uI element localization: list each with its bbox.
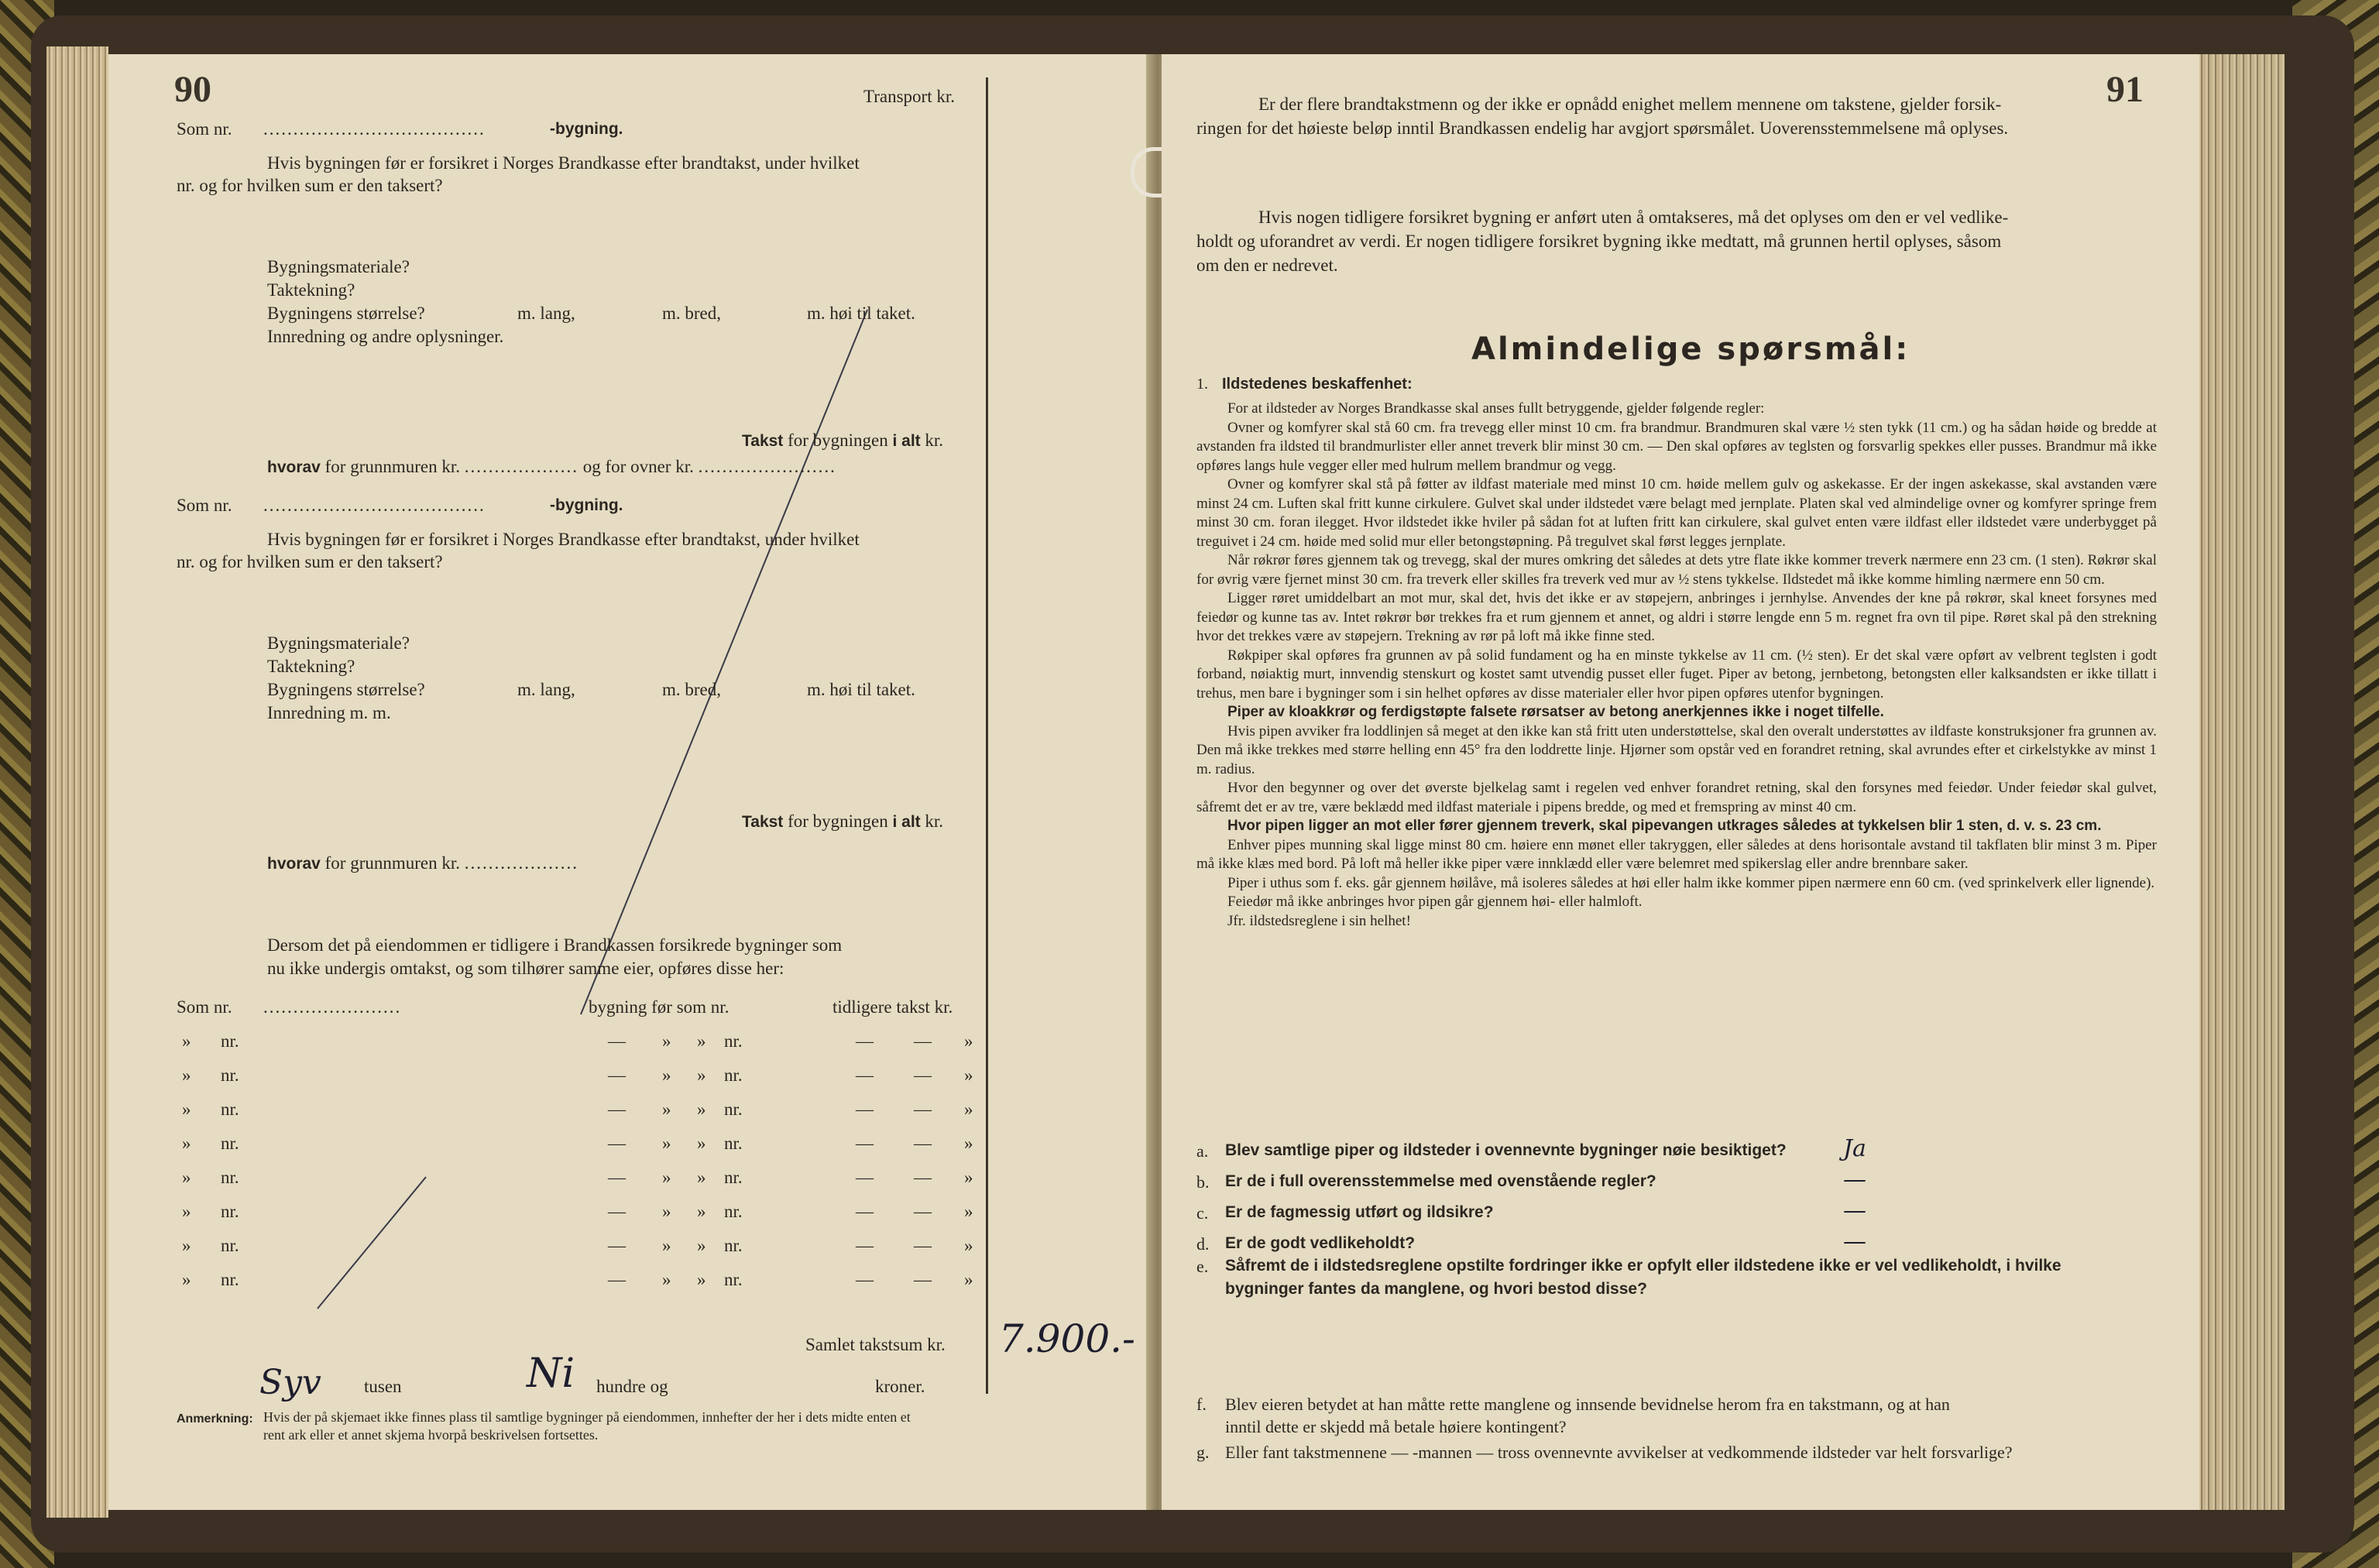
rule-paragraph: Ovner og komfyrer skal stå 60 cm. fra trevegg eller minst 10 cm. fra brandmur. Brandmuren skal være ½ sten tykk (11 cm.) og ha sådan høide og bredde at avstanden fra ildsted til brandmurlister eller annet treverk blir minst 30 cm. — Den skal opføres av teglsten og forsvarlig spekkes eller pusses. Brandmur må ikke opføres langs hule vegger eller med hulrum mellem brandmur og vegg. (1196, 419, 2157, 474)
som-nr-label: Som nr. (177, 119, 232, 139)
question-e-label: e. (1196, 1257, 1209, 1276)
row-prefix: » (182, 1168, 191, 1187)
row-dash: — (856, 1202, 874, 1221)
grunnmuren-label: for grunnmuren kr. (324, 457, 461, 476)
row-dash: — (608, 1031, 626, 1051)
row-quote: » (662, 1065, 671, 1085)
rule-paragraph: Jfr. ildstedsreglene i sin helhet! (1227, 912, 1411, 929)
row-dash: — (608, 1202, 626, 1221)
row-nr: nr. (221, 1270, 239, 1289)
dersom-line-2: nu ikke undergis omtakst, og som tilhører samme eier, opføres disse her: (267, 959, 784, 978)
row-nr: nr. (221, 1236, 239, 1255)
hvis-line-2b: nr. og for hvilken sum er den taksert? (177, 552, 443, 571)
takst-line-1 (742, 431, 943, 451)
question-label: b. (1196, 1172, 1210, 1192)
row-nr: nr. (724, 1202, 743, 1221)
taktekning-label-2: Taktekning? (267, 657, 355, 676)
hoi-label-2: m. høi til taket. (807, 680, 915, 699)
row-dash: — (608, 1100, 626, 1119)
bygning-label-2: -bygning. (550, 496, 623, 514)
row-quote: » (697, 1031, 706, 1051)
question-label: d. (1196, 1234, 1210, 1254)
takst-line-2 (742, 811, 943, 832)
row-dash: — (608, 1270, 626, 1289)
question-text: Er de i full overensstemmelse med ovenstående regler? (1225, 1172, 1656, 1190)
bygningsmateriale-label: Bygningsmateriale? (267, 257, 410, 276)
dotted-line: ..................................... (263, 119, 486, 139)
rule-paragraph: For at ildsteder av Norges Brandkasse skal anses fullt betryggende, gjelder følgende regler: (1227, 400, 1765, 417)
bred-label: m. bred, (662, 304, 722, 323)
page-number-left: 90 (174, 69, 211, 110)
hundre-label: hundre og (596, 1377, 668, 1396)
bygningsmateriale-label-2: Bygningsmateriale? (267, 633, 410, 653)
storrelse-label-2: Bygningens størrelse? (267, 680, 425, 699)
rules-text (1196, 400, 2157, 931)
transport-label: Transport kr. (863, 87, 955, 106)
rule-paragraph: Hvor pipen ligger an mot eller fører gjennem treverk, skal pipevangen utkrages således at tykkelsen blir 1 sten, d. v. s. 23 cm. (1227, 818, 2102, 834)
hvis-line-1: Hvis bygningen før er forsikret i Norges Brandkasse efter brandtakst, under hvilket (267, 153, 860, 173)
question-label: c. (1196, 1203, 1209, 1223)
row-prefix: » (182, 1134, 191, 1153)
row-quote: » (697, 1065, 706, 1085)
row-dash: — (856, 1236, 874, 1255)
tusen-value: Syv (259, 1363, 321, 1402)
row-quote: » (964, 1031, 973, 1051)
row-prefix: » (182, 1270, 191, 1289)
dotted-line: ................... (464, 853, 579, 873)
rule-paragraph: Når røkrør føres gjennem tak og trevegg, skal der mures omkring det således at dets ytre flate ikke kommer treverk nærmere enn 23 cm. (1 sten). Røkrør skal for øvrig være fjernet minst 30 cm. fra treverk eller skilles fra treverk ved mur av ½ stens tykkelse. Ildstedet må ikke komme himling nærmere enn 50 cm. (1196, 552, 2157, 588)
row-nr: nr. (221, 1031, 239, 1051)
ovner-label: og for ovner kr. (582, 457, 694, 476)
row-quote: » (964, 1236, 973, 1255)
section-number: 1. (1196, 376, 1208, 393)
table-head-som-nr: Som nr. (177, 997, 232, 1017)
innredning-label-2: Innredning m. m. (267, 703, 391, 722)
kr-label: kr. (925, 811, 944, 831)
rule-paragraph: Piper i uthus som f. eks. går gjennem høilåve, må isoleres således at høi eller halm ikke kommer pipen nærmere enn 60 cm. (ved sprinkelverk eller lignende). (1227, 874, 2155, 891)
row-quote: » (964, 1202, 973, 1221)
row-dash: — (914, 1168, 932, 1187)
hvis-line-1b: Hvis bygningen før er forsikret i Norges Brandkasse efter brandtakst, under hvilket (267, 530, 860, 549)
intro-line-2: ringen for det høieste beløp inntil Brandkassen endelig har avgjort spørsmålet. Uoverensstemmelsene må oplyses. (1196, 118, 2009, 138)
section-heading: Almindelige spørsmål: (1471, 331, 1910, 367)
row-nr: nr. (724, 1270, 743, 1289)
question-g-line-1: Eller fant takstmennene — -mannen — tross ovennevnte avvikelser at vedkommende ildsteder var helt forsvarlige? (1225, 1443, 2013, 1462)
row-nr: nr. (221, 1065, 239, 1085)
lang-label: m. lang, (517, 304, 575, 323)
question-answer: — (1843, 1228, 1866, 1255)
row-dash: — (608, 1134, 626, 1153)
lang-label-2: m. lang, (517, 680, 575, 699)
row-dash: — (914, 1100, 932, 1119)
row-nr: nr. (724, 1168, 743, 1187)
question-answer: — (1843, 1197, 1866, 1224)
anmerkning-line-1: Hvis der på skjemaet ikke finnes plass til samtlige bygninger på eiendommen, innhefter der her i dets midte enten et (263, 1409, 911, 1425)
question-e-line-1: Såfremt de i ildstedsreglene opstilte fordringer ikke er opfylt eller ildstedene ikke er vel vedlikeholdt, i hvilke (1225, 1257, 2061, 1275)
for-bygningen: for bygningen (788, 811, 888, 831)
row-nr: nr. (724, 1031, 743, 1051)
row-quote: » (662, 1031, 671, 1051)
rule-paragraph: Ligger røret umiddelbart an mot mur, skal det, hvis det ikke er av støpejern, anbringes i jernhylse. Anvendes der kne på røkrør, skal kneet forsynes med feiedør og kunne tas av. Intet røkrør bør trekkes fra et rum gjennem et annet, og aldri i større lengde enn 5 m. regnet fra ovn til pipe. Røret skal på den strekning hvor det trekkes være av støpejern. Trekning av rør på loft må ikke finne sted. (1196, 590, 2157, 644)
question-text: Er de fagmessig utført og ildsikre? (1225, 1203, 1494, 1221)
intro-line-3: Hvis nogen tidligere forsikret bygning er anført uten å omtakseres, må det oplyses om den er vel vedlike- (1258, 208, 2009, 227)
question-g-label: g. (1196, 1443, 1210, 1462)
rule-paragraph: Enhver pipes munning skal ligge minst 80 cm. høiere enn mønet eller takryggen, eller således at dens horisontale avstand til takflaten blir minst 3 m. Piper må ikke klæs med bord. På loft må heller ikke piper være innklædd eller være belemret med spikerslag eller andre brennbare saker. (1196, 836, 2157, 872)
question-e-line-2: bygninger fantes da manglene, og hvori bestod disse? (1225, 1280, 1647, 1298)
row-dash: — (856, 1270, 874, 1289)
row-quote: » (697, 1270, 706, 1289)
row-prefix: » (182, 1202, 191, 1221)
tusen-label: tusen (364, 1377, 402, 1396)
page-number-right: 91 (2106, 69, 2144, 110)
section-title: Ildstedenes beskaffenhet: (1222, 376, 1413, 393)
hvis-line-2: nr. og for hvilken sum er den taksert? (177, 176, 443, 195)
row-dash: — (856, 1065, 874, 1085)
bygning-label: -bygning. (550, 120, 623, 138)
row-nr: nr. (724, 1100, 743, 1119)
kroner-label: kroner. (875, 1377, 925, 1396)
row-dash: — (856, 1134, 874, 1153)
row-quote: » (964, 1065, 973, 1085)
row-quote: » (964, 1270, 973, 1289)
row-dash: — (856, 1100, 874, 1119)
rule-paragraph: Piper av kloakkrør og ferdigstøpte falsete rørsatser av betong anerkjennes ikke i noget tilfelle. (1227, 704, 1884, 720)
rule-paragraph: Hvis pipen avviker fra loddlinjen så meget at den ikke kan stå fritt uten understøttelse, skal den overalt understøttes av ildfaste konstruksjoner fra grunnen av. Den må ikke trekkes med større helling enn 45° fra den loddrette linje. Hjørner som opstår ved en forandret retning, skal avrundes efter et cirkelstykke av minst 1 m. radius. (1196, 722, 2157, 777)
row-quote: » (662, 1168, 671, 1187)
innredning-label: Innredning og andre oplysninger. (267, 327, 504, 346)
row-prefix: » (182, 1065, 191, 1085)
takst-word: Takst (742, 432, 784, 450)
dersom-line-1: Dersom det på eiendommen er tidligere i Brandkassen forsikrede bygninger som (267, 935, 843, 955)
row-dash: — (608, 1168, 626, 1187)
samlet-value: 7.900.- (999, 1316, 1135, 1361)
question-label: a. (1196, 1141, 1209, 1161)
samlet-label: Samlet takstsum kr. (805, 1335, 946, 1354)
row-prefix: » (182, 1100, 191, 1119)
anmerkning-label: Anmerkning: (177, 1412, 253, 1426)
anmerkning-line-2: rent ark eller et annet skjema hvorpå beskrivelsen fortsettes. (263, 1427, 599, 1443)
row-nr: nr. (221, 1100, 239, 1119)
row-dash: — (914, 1236, 932, 1255)
cancel-strokes (108, 54, 1150, 1510)
row-quote: » (697, 1202, 706, 1221)
page-edges-right (2192, 54, 2285, 1510)
question-f-line-2: inntil dette er skjedd må betale høiere kontingent? (1225, 1417, 1567, 1436)
hvorav-line-1 (267, 457, 836, 478)
row-quote: » (662, 1236, 671, 1255)
i-alt: i alt (892, 813, 921, 831)
row-dash: — (914, 1065, 932, 1085)
row-quote: » (697, 1134, 706, 1153)
row-nr: nr. (724, 1236, 743, 1255)
row-quote: » (662, 1202, 671, 1221)
row-quote: » (697, 1168, 706, 1187)
taktekning-label: Taktekning? (267, 280, 355, 300)
row-nr: nr. (221, 1134, 239, 1153)
row-quote: » (964, 1100, 973, 1119)
row-quote: » (964, 1134, 973, 1153)
row-dash: — (914, 1031, 932, 1051)
row-dash: — (608, 1065, 626, 1085)
hvorav-label: hvorav (267, 458, 321, 476)
dotted-line: ....................... (263, 997, 402, 1017)
page-edges-left (46, 46, 108, 1518)
row-dash: — (914, 1202, 932, 1221)
row-quote: » (662, 1134, 671, 1153)
hoi-label: m. høi til taket. (807, 304, 915, 323)
row-prefix: » (182, 1031, 191, 1051)
bred-label-2: m. bred, (662, 680, 722, 699)
question-answer: — (1843, 1166, 1866, 1193)
question-text: Er de godt vedlikeholdt? (1225, 1234, 1416, 1252)
left-page (108, 54, 1150, 1510)
hvorav-line-2 (267, 853, 578, 874)
row-dash: — (914, 1134, 932, 1153)
rule-paragraph: Røkpiper skal opføres fra grunnen av på solid fundament og ha en minste tykkelse av 11 cm. (½ sten). Er det skal være opført av velbrent teglsten i godt forband, nøiaktig murt, innvendig stenskurt og kostet samt utvendig pusset eller fuget. Piper av betong, jernbetong, betongsten eller kalksandsten er ikke tillatt i trehus, men bare i bygninger som i sin helhet opføres av disse materialer eller hvor pipen opføres utenfor bygningen. (1196, 647, 2157, 702)
som-nr-label-2: Som nr. (177, 496, 232, 515)
rule-paragraph: Hvor den begynner og over det øverste bjelkelag samt i regelen ved enhver forandret retning, skal den forsynes med feiedør. Under feiedør skal gulvet, såfremt det er av tre, være beklædd med ildfast materiale i pipens bredde, og med et fremspring av minst 40 cm. (1196, 780, 2157, 815)
right-page (1162, 54, 2199, 1510)
row-quote: » (662, 1100, 671, 1119)
row-quote: » (964, 1168, 973, 1187)
grunnmuren-label: for grunnmuren kr. (324, 853, 461, 873)
question-answer: Ja (1843, 1135, 1866, 1162)
intro-line-1: Er der flere brandtakstmenn og der ikke er opnådd enighet mellem mennene om takstene, gjelder forsik- (1258, 94, 2002, 114)
row-dash: — (608, 1236, 626, 1255)
kr-label: kr. (925, 431, 944, 450)
row-prefix: » (182, 1236, 191, 1255)
hundre-value: Ni (527, 1350, 575, 1397)
row-quote: » (697, 1100, 706, 1119)
intro-line-4: holdt og uforandret av verdi. Er nogen tidligere forsikret bygning ikke medtatt, må grunnen hertil oplyses, såsom (1196, 232, 2002, 251)
row-dash: — (856, 1168, 874, 1187)
row-nr: nr. (724, 1134, 743, 1153)
question-text: Blev samtlige piper og ildsteder i ovennevnte bygninger nøie besiktiget? (1225, 1141, 1787, 1159)
intro-line-5: om den er nedrevet. (1196, 256, 1338, 275)
question-f-line-1: Blev eieren betydet at han måtte rette manglene og innsende bevidnelse herom fra en takstmann, og at han (1225, 1395, 1950, 1414)
takst-word: Takst (742, 813, 784, 831)
row-dash: — (856, 1031, 874, 1051)
table-head-bygning: bygning før som nr. (589, 997, 729, 1017)
row-nr: nr. (221, 1168, 239, 1187)
dotted-line: ....................... (698, 457, 836, 476)
row-quote: » (662, 1270, 671, 1289)
row-nr: nr. (221, 1202, 239, 1221)
i-alt: i alt (892, 432, 921, 450)
question-f-label: f. (1196, 1395, 1207, 1414)
rule-paragraph: Ovner og komfyrer skal stå på føtter av ildfast materiale med minst 10 cm. høide mellem gulv og askekasse. Er der ingen askekasse, skal avstanden være minst 24 cm. Luften skal fritt kunne cirkulere. Gulvet skal under ildstedet være belagt med jernplate. Platen skal ved almindelige ovner og komfyrer springe frem minst 30 cm. foran ilegget. Hvor ildstedet ikke hviler på sådan fot at luften fritt kan cirkulere, skal gulvet enten være ildfast eller ildstedet være underbygget på treguivet i 24 cm. høide med solid mur eller betongstøpning. På tregulvet skal først legges jernplate. (1196, 476, 2157, 550)
row-dash: — (914, 1270, 932, 1289)
row-nr: nr. (724, 1065, 743, 1085)
for-bygningen: for bygningen (788, 431, 888, 450)
storrelse-label: Bygningens størrelse? (267, 304, 425, 323)
rule-paragraph: Feiedør må ikke anbringes hvor pipen går gjennem høi- eller halmloft. (1227, 894, 1643, 910)
dotted-line: ..................................... (263, 496, 486, 515)
dotted-line: ................... (464, 457, 579, 476)
hvorav-label: hvorav (267, 855, 321, 873)
row-quote: » (697, 1236, 706, 1255)
table-head-takst: tidligere takst kr. (832, 997, 953, 1017)
